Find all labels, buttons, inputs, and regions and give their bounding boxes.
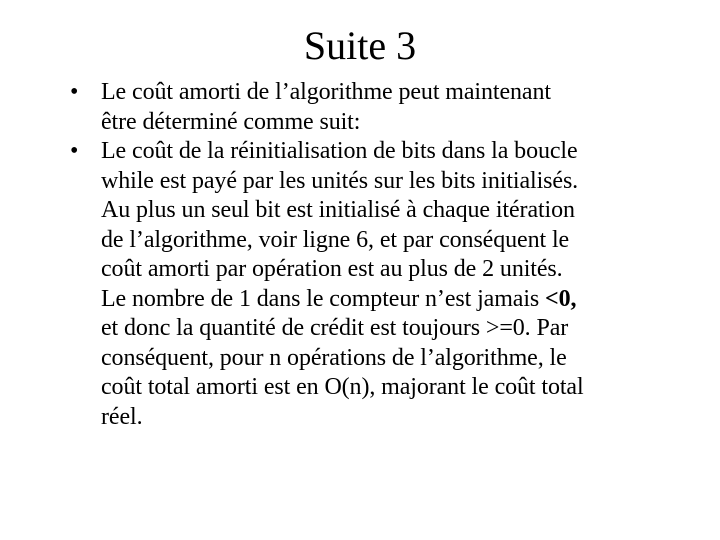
bullet-2-line-1: Le coût de la réinitialisation de bits dans la boucle: [101, 138, 578, 164]
bullet-2-line-5: coût amorti par opération est au plus de 2 unités.: [101, 256, 563, 282]
bullet-2-line-4: de l’algorithme, voir ligne 6, et par conséquent le: [101, 226, 570, 253]
bullet-2-line-3: Au plus un seul bit est initialisé à chaque itération: [101, 197, 575, 223]
bullet-1-line-1: Le coût amorti de l’algorithme peut maintenant: [101, 79, 551, 105]
bullet-2-line-6-text: Le nombre de 1 dans le compteur n’est jamais: [101, 285, 546, 312]
bullet-1-line-2: être déterminé comme suit:: [101, 108, 361, 135]
bullet-item-1: [70, 78, 680, 137]
bullet-2-line-6: [101, 285, 680, 315]
bullet-2-line-6-bold: <0,: [545, 285, 577, 312]
slide-title: Suite 3: [303, 23, 417, 68]
bullet-2-line-10: réel.: [101, 403, 143, 430]
bullet-list: [70, 78, 680, 432]
bullet-2-line-2: while est payé par les unités sur les bits initialisés.: [101, 167, 579, 194]
bullet-2-line-8: conséquent, pour n opérations de l’algorithme, le: [101, 344, 567, 371]
bullet-2-line-9: coût total amorti est en O(n), majorant le coût total: [101, 374, 584, 400]
bullet-icon: •: [70, 79, 79, 105]
bullet-icon: •: [70, 138, 79, 164]
bullet-2-line-7: et donc la quantité de crédit est toujours >=0. Par: [101, 315, 569, 341]
bullet-item-2: [70, 137, 680, 432]
